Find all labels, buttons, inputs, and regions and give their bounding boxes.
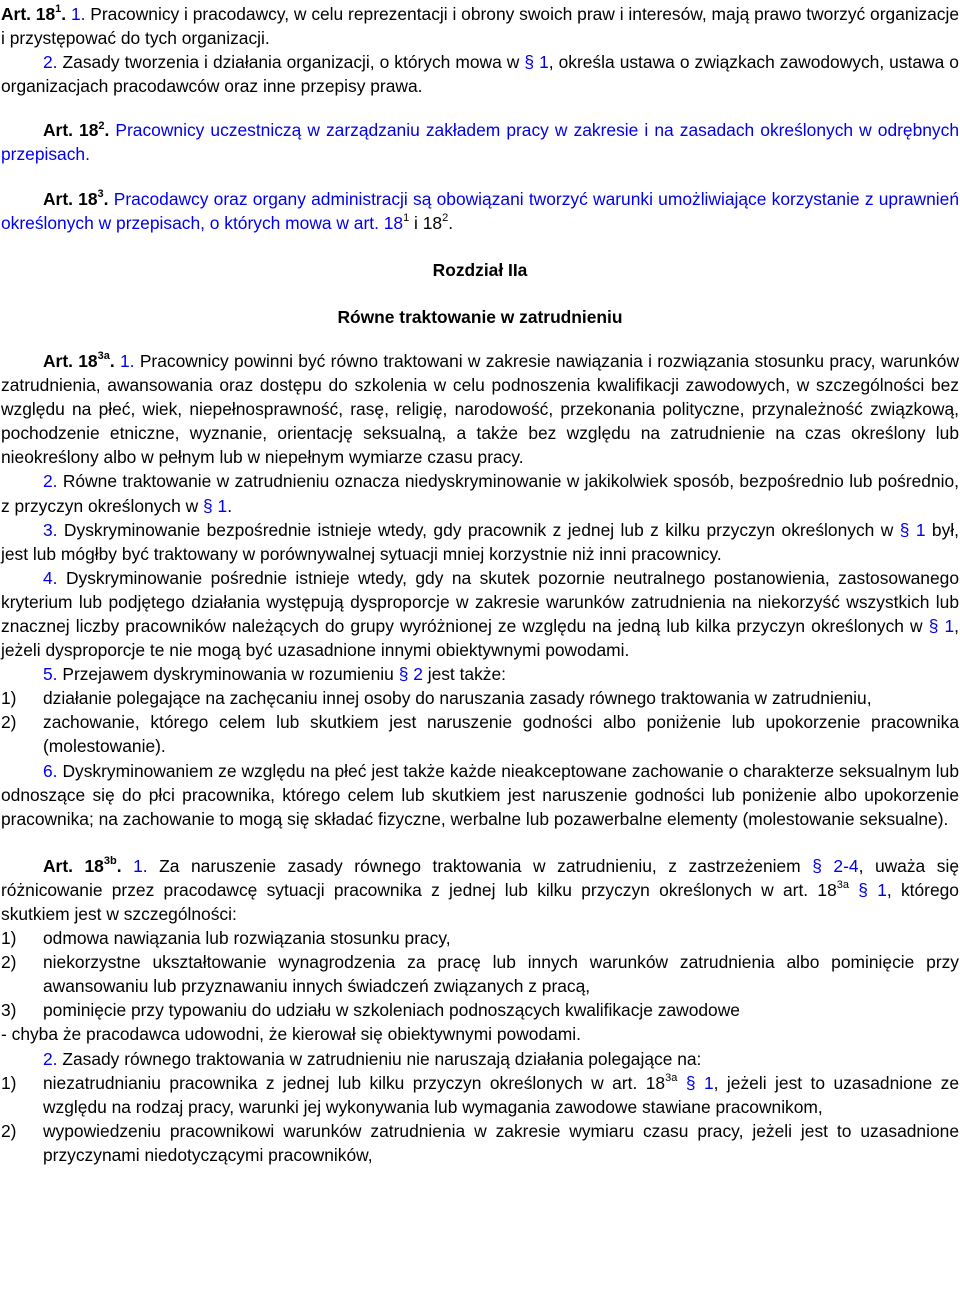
list-item: 2) zachowanie, którego celem lub skutkiem jest naruszenie godności albo poniżenie lub upokorzenie pracownika (molestowanie). [1,712,959,757]
art-18-3b-para-2: 2. Zasady równego traktowania w zatrudnieniu nie naruszają działania polegające na: [43,1048,702,1069]
art-18-3a-para-5: 5. Przejawem dyskryminowania w rozumieniu § 2 jest także: [43,664,506,685]
section-sign-icon: § [203,495,213,516]
art-18-3a-para-4: 4. Dyskryminowanie pośrednie istnieje wtedy, gdy na skutek pozornie neutralnego postanowienia, zastosowanego kryterium lub podjętego działania występują dysproporcje w zakresie warunków zatrudnienia na niekorzyść wszystkich lub znacznej liczby pracowników należących do grupy wyróżnionej ze względu na jedną lub kilka przyczyn określonych w § 1, jeżeli dysproporcje te nie mogą być uzasadnione innymi obiektywnymi powodami. [1,567,959,661]
art-18-3b-para-1-tail: - chyba że pracodawca udowodni, że kierował się obiektywnymi powodami. [1,1024,581,1045]
article-label: Art. $18^2$. [43,119,110,141]
paragraph-number: 1. [66,4,86,24]
section-sign-icon: § [398,664,409,685]
section-sign-icon: § [928,615,939,636]
article-label: Art. $18^3$. [43,187,109,209]
art-18-3b-para-1: Art. $18^{3b}$. 1. Za naruszenie zasady równego traktowania w zatrudnieniu, z zastrzeżeniem § 2-4, uważa się różnicowanie przez pracodawcę sytuacji pracownika z jednej lub kilku przyczyn określonych w art. $18^{3a}$ § 1, którego skutkiem jest w szczególności: [1,855,959,924]
section-link[interactable]: § 1 [524,52,549,73]
article-label: Art. $18^{3b}$. [43,855,122,876]
section-link[interactable]: § 2 [398,664,423,685]
list-item: 1) odmowa nawiązania lub rozwiązania stosunku pracy, [1,928,451,949]
art-18-1-para-2: 2. Zasady tworzenia i działania organizacji, o których mowa w § 1, określa ustawa o związkach zawodowych, ustawa o organizacjach pracodawców oraz inne przepisy prawa. [1,52,959,97]
section-sign-icon: § [812,855,822,876]
paragraph-number: 1. [114,350,135,371]
paragraph-number: 2. [43,52,58,73]
section-link[interactable]: § 1 [858,879,887,900]
art-18-3a-para-3: 3. Dyskryminowanie bezpośrednie istnieje wtedy, gdy pracownik z jednej lub z kilku przyczyn określonych w § 1 był, jest lub mógłby być traktowany w porównywalnej sytuacji mniej korzystnie niż inni pracownicy. [1,519,959,564]
section-link[interactable]: § 2-4 [812,855,859,876]
section-link[interactable]: § 1 [928,615,955,636]
art-18-3a-para-1: Art. $18^{3a}$. 1. Pracownicy powinni być równo traktowani w zakresie nawiązania i rozwiązania stosunku pracy, warunków zatrudnienia, awansowania oraz dostępu do szkolenia w celu podnoszenia kwalifikacji zawodowych, w szczególności bez względu na płeć, wiek, niepełnosprawność, rasę, religię, narodowość, przekonania polityczne, przynależność związkową, pochodzenie etniczne, wyznanie, orientację seksualną, a także bez względu na zatrudnienie na czas określony lub nieokreślony albo w pełnym lub w niepełnym wymiarze czasu pracy. [1,350,960,468]
article-label: Art. $18^1$. [1,3,67,24]
art-18-1-para-1: Art. $18^1$. 1. Pracownicy i pracodawcy, w celu reprezentacji i obrony swoich praw i interesów, mają prawo tworzyć organizacje i przystępować do tych organizacji. [1,3,960,49]
section-link[interactable]: § 1 [203,495,228,516]
art-18-3a-para-6: 6. Dyskryminowaniem ze względu na płeć jest także każde nieakceptowane zachowanie o charakterze seksualnym lub odnoszące się do płci pracownika, którego celem lub skutkiem jest naruszenie godności lub poniżenie albo upokorzenie pracownika; na zachowanie to mogą się składać fizyczne, werbalne lub pozawerbalne elementy (molestowanie seksualne). [1,760,959,829]
list-item: 3) pominięcie przy typowaniu do udziału w szkoleniach podnoszących kwalifikacje zawodowe [1,1000,740,1021]
art-18-2: Art. $18^2$. Pracownicy uczestniczą w zarządzaniu zakładem pracy w zakresie i na zasadach określonych w odrębnych przepisach. [1,119,959,165]
art-18-3a-para-2: 2. Równe traktowanie w zatrudnieniu oznacza niedyskryminowanie w jakikolwiek sposób, bezpośrednio lub pośrednio, z przyczyn określonych w § 1. [1,471,959,516]
list-item: 1) niezatrudnianiu pracownika z jednej lub kilku przyczyn określonych w art. $18^{3a}$ § 1, jeżeli jest to uzasadnione ze względu na rodzaj pracy, warunki jej wykonywania lub wymagania zawodowe stawiane pracownikom, [1,1071,959,1117]
chapter-title: Rozdział IIa [432,259,528,280]
chapter-subtitle: Równe traktowanie w zatrudnieniu [337,306,623,327]
list-item: 2) niekorzystne ukształtowanie wynagrodzenia za pracę lub innych warunków zatrudnienia albo pominięcie przy awansowaniu lub przyznawaniu innych świadczeń związanych z pracą, [1,952,959,997]
section-sign-icon: § [524,52,535,73]
art-18-3: Art. $18^3$. Pracodawcy oraz organy administracji są obowiązani tworzyć warunki umożliwiające korzystanie z uprawnień określonych w przepisach, o których mowa w art. $18^1$ i $18^2$. [1,187,959,233]
section-sign-icon: § [685,1072,696,1093]
list-item: 2) wypowiedzeniu pracownikowi warunków zatrudnienia w zakresie wymiaru czasu pracy, jeżeli jest to uzasadnione przyczynami niedotyczącymi pracowników, [1,1120,959,1165]
list-item: 1) działanie polegające na zachęcaniu innej osoby do naruszania zasady równego traktowania w zatrudnieniu, [1,688,872,709]
article-label: Art. $18^{3a}$. [43,350,115,371]
section-link[interactable]: § 1 [899,519,926,540]
section-sign-icon: § [899,519,910,540]
section-sign-icon: § [858,879,868,900]
section-link[interactable]: § 1 [685,1072,714,1093]
